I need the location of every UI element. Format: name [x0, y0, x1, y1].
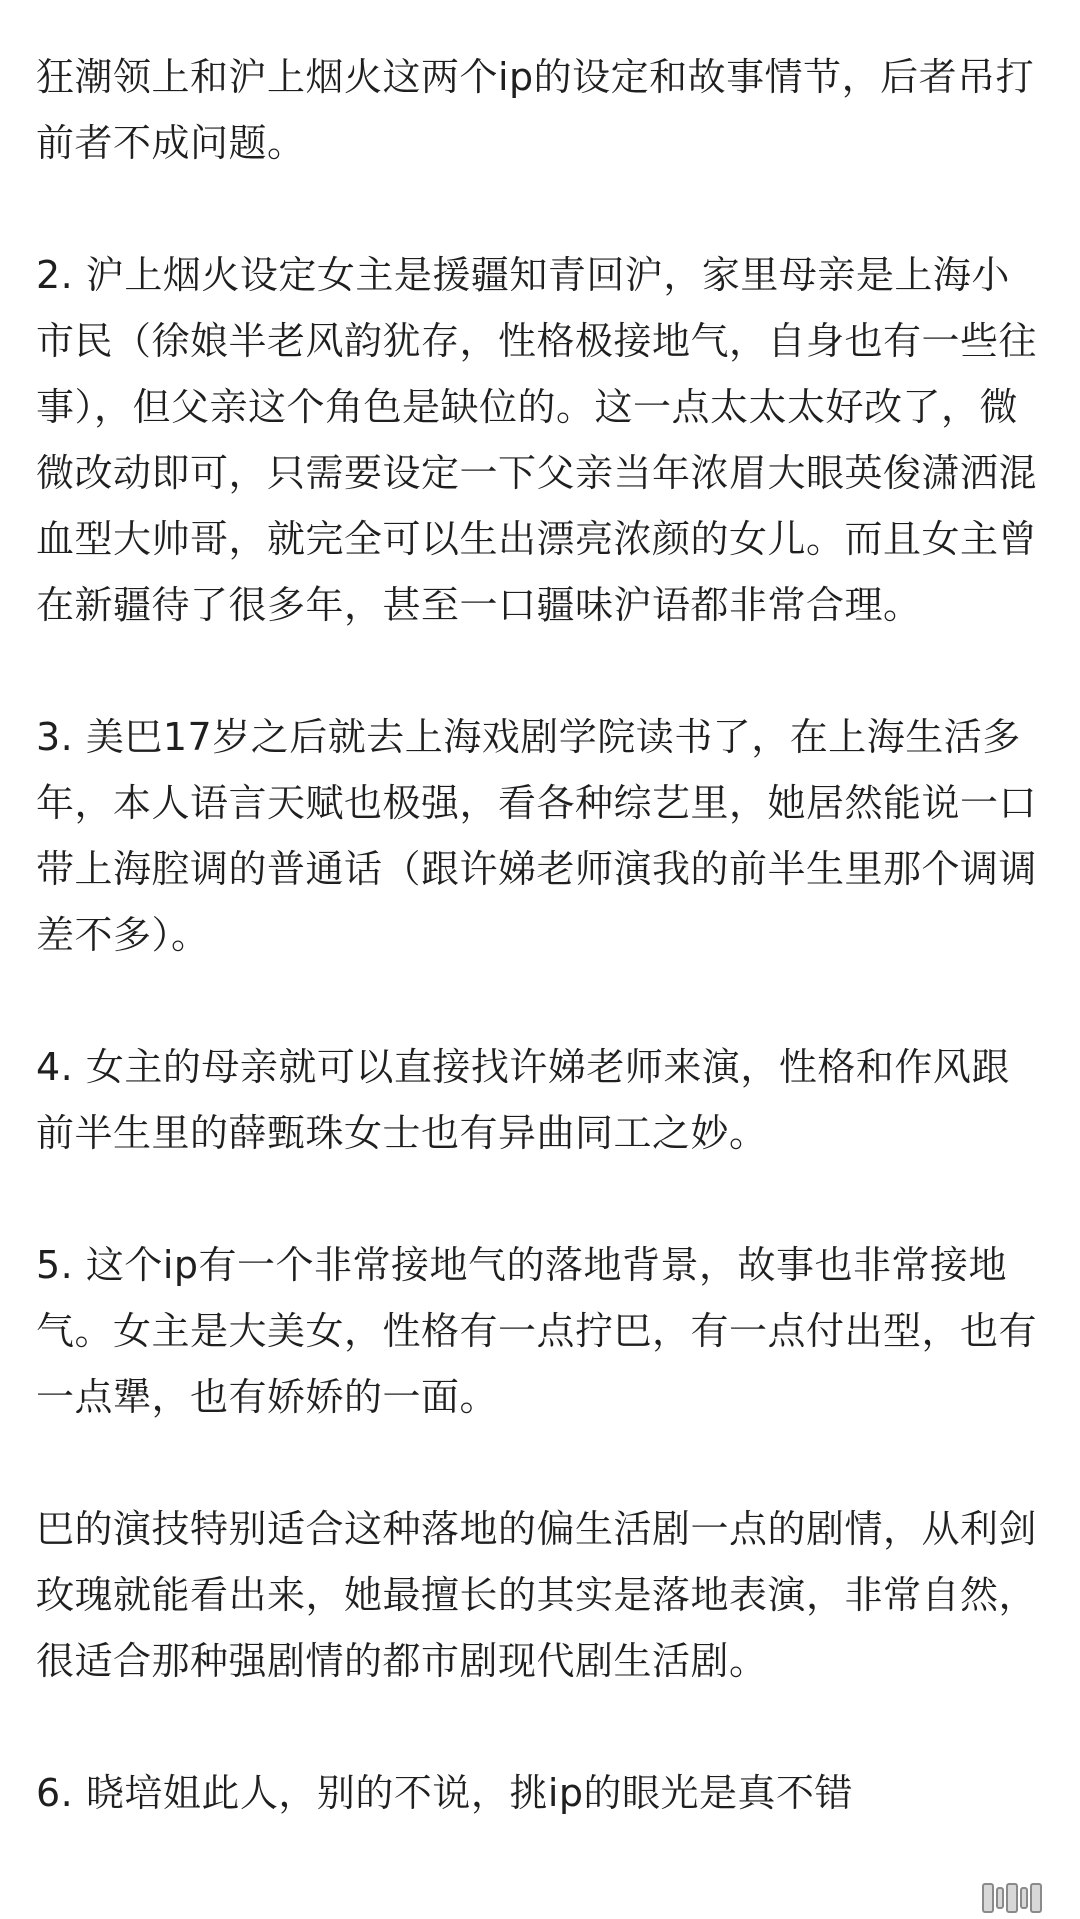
watermark-block-icon	[982, 1883, 994, 1913]
paragraph-acting: 巴的演技特别适合这种落地的偏生活剧一点的剧情，从利剑玫瑰就能看出来，她最擅长的其实是落地表演，非常自然，很适合那种强剧情的都市剧现代剧生活剧。	[36, 1507, 1038, 1683]
watermark-block-icon	[1030, 1883, 1042, 1913]
watermark-block-icon	[1006, 1883, 1018, 1913]
paragraph-intro: 狂潮领上和沪上烟火这两个ip的设定和故事情节，后者吊打前者不成问题。	[36, 55, 1035, 165]
watermark-block-icon	[996, 1887, 1004, 1909]
paragraph-point-6: 6. 晓培姐此人，别的不说，挑ip的眼光是真不错	[36, 1771, 854, 1815]
paragraph-point-2: 2. 沪上烟火设定女主是援疆知青回沪，家里母亲是上海小市民（徐娘半老风韵犹存，性格极接地气，自身也有一些往事），但父亲这个角色是缺位的。这一点太太太好改了，微微改动即可，只需要设定一下父亲当年浓眉大眼英俊潇洒混血型大帅哥，就完全可以生出漂亮浓颜的女儿。而且女主曾在新疆待了很多年，甚至一口疆味沪语都非常合理。	[36, 253, 1038, 627]
paragraph-point-3: 3. 美巴17岁之后就去上海戏剧学院读书了，在上海生活多年，本人语言天赋也极强，看各种综艺里，她居然能说一口带上海腔调的普通话（跟许娣老师演我的前半生里那个调调差不多）。	[36, 715, 1038, 957]
paragraph-point-4: 4. 女主的母亲就可以直接找许娣老师来演，性格和作风跟前半生里的薛甄珠女士也有异曲同工之妙。	[36, 1045, 1010, 1155]
paragraph-point-5: 5. 这个ip有一个非常接地气的落地背景，故事也非常接地气。女主是大美女，性格有一点拧巴，有一点付出型，也有一点犟，也有娇娇的一面。	[36, 1243, 1038, 1419]
watermark-block-icon	[1020, 1887, 1028, 1909]
watermark-icon	[972, 1880, 1042, 1916]
